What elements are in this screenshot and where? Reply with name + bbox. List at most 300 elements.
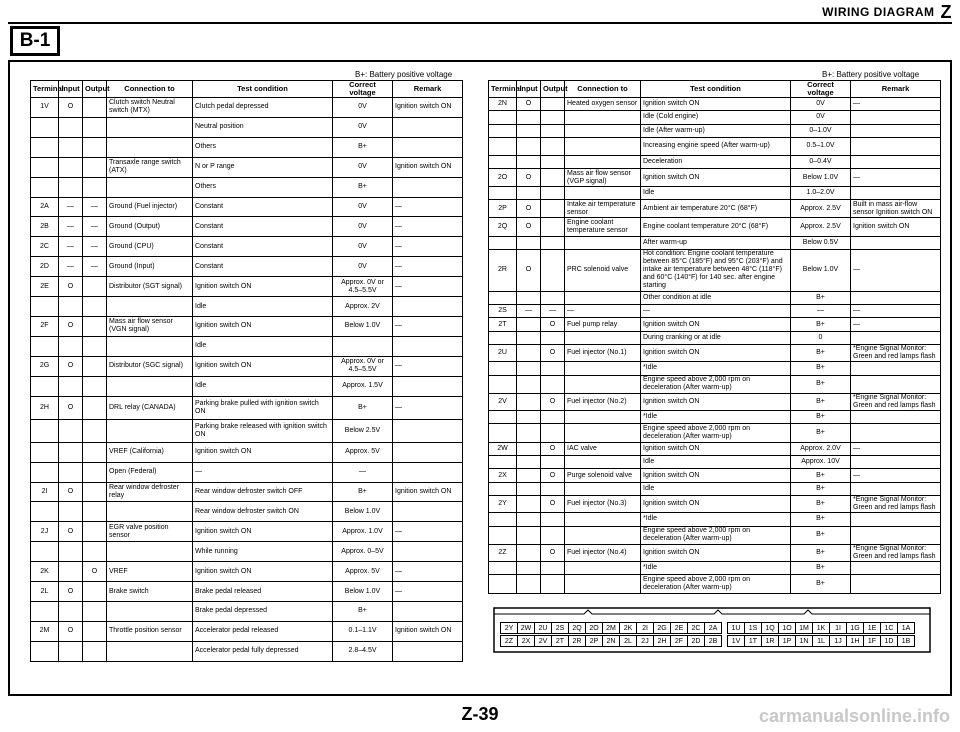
table-row	[489, 98, 941, 111]
table-cell: 2Y	[489, 495, 517, 512]
table-row	[489, 442, 941, 455]
table-cell	[851, 526, 941, 544]
table-cell	[517, 526, 541, 544]
table-cell	[517, 137, 541, 155]
table-cell	[83, 98, 107, 118]
table-cell	[541, 331, 565, 344]
table-cell: O	[59, 356, 83, 376]
table-cell: 2N	[489, 98, 517, 111]
table-row	[489, 344, 941, 361]
table-cell: *Engine Signal Monitor: Green and red lamps flash	[851, 495, 941, 512]
table-cell	[565, 424, 641, 442]
table-cell	[59, 601, 83, 621]
table-cell: Below 1.0V	[333, 582, 393, 602]
table-cell	[851, 513, 941, 526]
section-badge: B-1	[10, 26, 60, 56]
table-cell	[565, 186, 641, 199]
table-row	[31, 177, 463, 197]
table-cell	[59, 117, 83, 137]
connector-pin: 1U	[727, 622, 745, 634]
table-cell: Ignition switch ON	[641, 344, 791, 361]
header-letter: Z	[940, 2, 952, 22]
connector-pin: 1B	[897, 635, 915, 647]
table-cell	[851, 124, 941, 137]
table-cell	[541, 218, 565, 236]
table-cell	[517, 575, 541, 594]
table-cell: EGR valve position sensor	[107, 522, 193, 542]
table-cell	[83, 157, 107, 177]
table-cell	[489, 456, 517, 469]
table-cell: Ignition switch ON	[641, 495, 791, 512]
table-cell: O	[541, 393, 565, 410]
table-cell	[107, 376, 193, 396]
table-cell	[517, 442, 541, 455]
table-cell	[107, 336, 193, 356]
table-row	[489, 469, 941, 482]
table-cell	[541, 562, 565, 575]
connector-bottom-row	[500, 635, 914, 647]
table-cell: O	[541, 469, 565, 482]
table-cell: Rear window defroster relay	[107, 482, 193, 502]
header-rule	[8, 22, 952, 24]
table-cell: 2O	[489, 169, 517, 186]
table-cell: *Idle	[641, 513, 791, 526]
connector-pin: 1G	[846, 622, 864, 634]
connector-pin: 2E	[670, 622, 688, 634]
table-cell: B+	[791, 469, 851, 482]
table-cell: Accelerator pedal fully depressed	[193, 641, 333, 661]
table-cell	[489, 156, 517, 169]
table-cell	[489, 424, 517, 442]
table-cell	[489, 362, 517, 375]
table-cell	[565, 236, 641, 249]
table-cell: 0.1–1.1V	[333, 621, 393, 641]
table-cell: During cranking or at idle	[641, 331, 791, 344]
table-cell: —	[83, 237, 107, 257]
table-cell: O	[59, 621, 83, 641]
table-cell: —	[541, 305, 565, 318]
table-row	[489, 375, 941, 393]
table-cell	[107, 137, 193, 157]
table-cell: B+	[791, 575, 851, 594]
connector-pin: 2T	[551, 635, 569, 647]
table-cell	[31, 502, 59, 522]
table-cell: *Idle	[641, 411, 791, 424]
table-cell	[541, 482, 565, 495]
table-cell: B+	[791, 375, 851, 393]
table-cell: 2F	[31, 316, 59, 336]
table-cell	[541, 456, 565, 469]
column-header: Connection to	[107, 81, 193, 98]
table-row	[489, 411, 941, 424]
table-cell	[489, 526, 517, 544]
table-row	[489, 156, 941, 169]
table-row	[489, 318, 941, 331]
table-cell: B+	[333, 137, 393, 157]
table-cell: Fuel injector (No.3)	[565, 495, 641, 512]
table-row	[31, 562, 463, 582]
table-row	[489, 200, 941, 218]
table-cell	[565, 482, 641, 495]
table-cell	[517, 562, 541, 575]
table-cell	[565, 513, 641, 526]
table-cell: Fuel pump relay	[565, 318, 641, 331]
table-cell	[83, 117, 107, 137]
table-cell	[565, 526, 641, 544]
table-cell: Below 1.0V	[791, 169, 851, 186]
table-cell: 2L	[31, 582, 59, 602]
table-cell	[541, 186, 565, 199]
table-cell: Below 1.0V	[333, 502, 393, 522]
table-cell: Rear window defroster switch ON	[193, 502, 333, 522]
table-cell: Clutch pedal depressed	[193, 98, 333, 118]
column-header: Remark	[393, 81, 463, 98]
table-row	[31, 621, 463, 641]
table-row	[489, 186, 941, 199]
table-cell	[31, 117, 59, 137]
table-cell: Engine coolant temperature sensor	[565, 218, 641, 236]
table-cell: While running	[193, 542, 333, 562]
table-cell	[541, 98, 565, 111]
table-cell: Approx. 0V or 4.5–5.5V	[333, 356, 393, 376]
table-cell: 2E	[31, 277, 59, 297]
table-cell	[517, 411, 541, 424]
table-cell: —	[517, 305, 541, 318]
table-cell: 0V	[333, 157, 393, 177]
table-cell	[59, 641, 83, 661]
table-cell	[31, 376, 59, 396]
table-cell	[83, 177, 107, 197]
connector-pin: 1D	[880, 635, 898, 647]
table-cell	[83, 601, 107, 621]
table-cell	[517, 111, 541, 124]
table-cell: Fuel injector (No.4)	[565, 544, 641, 561]
table-cell: Constant	[193, 257, 333, 277]
table-cell	[393, 117, 463, 137]
table-cell	[59, 419, 83, 442]
table-cell	[851, 156, 941, 169]
table-cell: Ignition switch ON	[193, 522, 333, 542]
connector-pin: 1C	[880, 622, 898, 634]
table-row	[489, 456, 941, 469]
table-cell: —	[59, 237, 83, 257]
table-cell: 0–1.0V	[791, 124, 851, 137]
table-cell: Engine speed above 2,000 rpm on deceleration (After warm-up)	[641, 424, 791, 442]
table-cell: Hot condition: Engine coolant temperature between 85°C (185°F) and 95°C (203°F) and intake air temperature between 48°C (118°F) and 60°C (140°F) for 140 sec. after engine starting	[641, 250, 791, 292]
table-cell	[83, 277, 107, 297]
table-cell: —	[193, 462, 333, 482]
table-cell	[393, 336, 463, 356]
table-cell: Open (Federal)	[107, 462, 193, 482]
table-cell: —	[851, 98, 941, 111]
connector-pin: 1H	[846, 635, 864, 647]
table-cell: Parking brake released with ignition switch ON	[193, 419, 333, 442]
header-title: WIRING DIAGRAM	[822, 5, 935, 19]
table-cell: 2H	[31, 396, 59, 419]
watermark: carmanualsonline.info	[758, 706, 950, 726]
table-cell	[107, 117, 193, 137]
table-cell: —	[59, 197, 83, 217]
table-cell	[517, 456, 541, 469]
table-cell	[541, 291, 565, 304]
table-cell: Approx. 1.5V	[333, 376, 393, 396]
connector-pin: 1O	[778, 622, 796, 634]
table-row	[31, 257, 463, 277]
table-cell: Deceleration	[641, 156, 791, 169]
table-row	[31, 419, 463, 442]
table-cell: 0V	[791, 98, 851, 111]
table-cell: O	[541, 442, 565, 455]
table-cell: Approx. 10V	[791, 456, 851, 469]
table-cell: —	[393, 257, 463, 277]
connector-pin: 2B	[704, 635, 722, 647]
table-row	[489, 544, 941, 561]
table-cell: Fuel injector (No.2)	[565, 393, 641, 410]
table-row	[489, 513, 941, 526]
table-cell: —	[393, 356, 463, 376]
table-cell	[541, 124, 565, 137]
table-cell	[489, 482, 517, 495]
table-row	[31, 442, 463, 462]
table-cell: Brake pedal depressed	[193, 601, 333, 621]
table-cell	[517, 291, 541, 304]
table-cell: 2J	[31, 522, 59, 542]
table-cell	[59, 157, 83, 177]
table-cell	[517, 331, 541, 344]
column-header: Output	[541, 81, 565, 98]
table-cell	[851, 424, 941, 442]
table-cell	[565, 111, 641, 124]
table-cell	[393, 502, 463, 522]
table-row	[31, 316, 463, 336]
table-cell: 0V	[333, 217, 393, 237]
table-row	[31, 137, 463, 157]
connector-pin: 2G	[653, 622, 671, 634]
table-cell	[393, 177, 463, 197]
table-cell	[83, 641, 107, 661]
table-cell: 0	[791, 331, 851, 344]
table-cell: B+	[333, 482, 393, 502]
table-cell	[565, 124, 641, 137]
table-cell	[517, 482, 541, 495]
table-cell	[393, 601, 463, 621]
table-cell: B+	[791, 362, 851, 375]
table-cell	[565, 456, 641, 469]
table-cell: 2C	[31, 237, 59, 257]
table-cell: Engine coolant temperature 20°C (68°F)	[641, 218, 791, 236]
table-cell: Parking brake pulled with ignition switch ON	[193, 396, 333, 419]
table-cell	[541, 513, 565, 526]
table-cell	[83, 419, 107, 442]
table-cell: Idle (After warm-up)	[641, 124, 791, 137]
table-cell	[59, 442, 83, 462]
table-cell: —	[393, 217, 463, 237]
table-cell	[59, 562, 83, 582]
table-cell: Heated oxygen sensor	[565, 98, 641, 111]
table-cell: *Idle	[641, 362, 791, 375]
connector-pin: 2Q	[568, 622, 586, 634]
table-cell: Ignition switch ON	[641, 98, 791, 111]
table-cell	[83, 376, 107, 396]
table-cell	[851, 456, 941, 469]
table-row	[489, 169, 941, 186]
table-cell: Ignition switch ON	[193, 316, 333, 336]
table-cell	[393, 376, 463, 396]
column-header: Output	[83, 81, 107, 98]
connector-pin: 1T	[744, 635, 762, 647]
table-cell: O	[83, 562, 107, 582]
table-cell	[83, 316, 107, 336]
table-cell	[517, 344, 541, 361]
connector-pin: 2M	[602, 622, 620, 634]
table-row	[31, 356, 463, 376]
page-number: Z-39	[461, 704, 499, 724]
table-cell: Neutral position	[193, 117, 333, 137]
table-row	[31, 482, 463, 502]
table-cell: Throttle position sensor	[107, 621, 193, 641]
table-row	[31, 98, 463, 118]
table-cell: 0V	[333, 257, 393, 277]
connector-pin: 2W	[517, 622, 535, 634]
table-cell	[83, 336, 107, 356]
table-cell: O	[59, 582, 83, 602]
connector-pin: 1E	[863, 622, 881, 634]
table-row	[489, 393, 941, 410]
table-cell	[83, 621, 107, 641]
table-cell	[565, 331, 641, 344]
table-cell: Idle	[193, 376, 333, 396]
table-cell: Below 1.0V	[333, 316, 393, 336]
table-cell	[59, 137, 83, 157]
table-cell: Ambient air temperature 20°C (68°F)	[641, 200, 791, 218]
table-cell	[59, 462, 83, 482]
table-cell: Others	[193, 137, 333, 157]
connector-pin: 2F	[670, 635, 688, 647]
table-cell	[31, 641, 59, 661]
table-cell: —	[851, 469, 941, 482]
column-header: Input	[517, 81, 541, 98]
table-cell	[851, 375, 941, 393]
table-cell: —	[333, 462, 393, 482]
table-cell: Approx. 2.0V	[791, 442, 851, 455]
table-cell	[851, 331, 941, 344]
connector-pin: 2H	[653, 635, 671, 647]
table-cell: Ground (Fuel injector)	[107, 197, 193, 217]
table-cell: Purge solenoid valve	[565, 469, 641, 482]
table-cell: Ignition switch ON	[641, 169, 791, 186]
table-cell: O	[59, 98, 83, 118]
table-cell: Accelerator pedal released	[193, 621, 333, 641]
table-row	[31, 117, 463, 137]
table-cell: —	[59, 217, 83, 237]
table-cell: 2I	[31, 482, 59, 502]
table-cell	[83, 482, 107, 502]
connector-pin: 2Y	[500, 622, 518, 634]
table-cell: O	[517, 200, 541, 218]
table-cell: Ground (Output)	[107, 217, 193, 237]
table-cell: 2Z	[489, 544, 517, 561]
table-cell: 2M	[31, 621, 59, 641]
table-cell: Approx. 5V	[333, 562, 393, 582]
table-row	[489, 291, 941, 304]
table-cell	[31, 177, 59, 197]
table-cell: Increasing engine speed (After warm-up)	[641, 137, 791, 155]
table-cell: Approx. 0–5V	[333, 542, 393, 562]
table-cell: O	[517, 98, 541, 111]
connector-pin: 2N	[602, 635, 620, 647]
table-cell	[393, 542, 463, 562]
connector-pin: 2S	[551, 622, 569, 634]
table-cell: *Engine Signal Monitor: Green and red lamps flash	[851, 344, 941, 361]
table-row	[489, 526, 941, 544]
table-cell: 2X	[489, 469, 517, 482]
table-cell: —	[791, 305, 851, 318]
table-cell	[83, 522, 107, 542]
table-cell	[517, 362, 541, 375]
table-cell	[489, 331, 517, 344]
table-cell: O	[59, 522, 83, 542]
table-cell	[565, 411, 641, 424]
table-cell: 2W	[489, 442, 517, 455]
table-cell	[541, 526, 565, 544]
table-cell	[489, 291, 517, 304]
table-cell	[565, 156, 641, 169]
left-table-header	[31, 81, 463, 98]
table-cell: 2Q	[489, 218, 517, 236]
table-cell	[851, 111, 941, 124]
table-cell: Ignition switch ON	[851, 218, 941, 236]
table-cell: Idle (Cold engine)	[641, 111, 791, 124]
column-header: Terminal	[31, 81, 59, 98]
table-cell: B+	[791, 562, 851, 575]
table-cell: —	[393, 396, 463, 419]
connector-pin: 1F	[863, 635, 881, 647]
table-cell: Ignition switch ON	[193, 356, 333, 376]
connector-top-row	[500, 622, 914, 634]
table-row	[489, 305, 941, 318]
table-cell: B+	[791, 482, 851, 495]
column-header: Test condition	[641, 81, 791, 98]
table-cell	[83, 396, 107, 419]
table-cell	[517, 424, 541, 442]
table-cell: O	[541, 495, 565, 512]
table-cell	[31, 462, 59, 482]
table-cell	[31, 442, 59, 462]
table-cell: IAC valve	[565, 442, 641, 455]
connector-pin: 2U	[534, 622, 552, 634]
table-cell	[489, 375, 517, 393]
column-header: Remark	[851, 81, 941, 98]
table-row	[489, 331, 941, 344]
table-cell: —	[393, 197, 463, 217]
table-cell	[83, 462, 107, 482]
table-cell: 0V	[333, 98, 393, 118]
table-cell: Ground (CPU)	[107, 237, 193, 257]
table-cell: B+	[333, 601, 393, 621]
table-cell	[31, 419, 59, 442]
table-cell: Ignition switch ON	[393, 482, 463, 502]
table-row	[31, 542, 463, 562]
table-cell	[565, 291, 641, 304]
column-header: Connection to	[565, 81, 641, 98]
table-cell	[517, 495, 541, 512]
connector-pin: 2L	[619, 635, 637, 647]
table-cell: 2S	[489, 305, 517, 318]
table-cell: Approx. 5V	[333, 442, 393, 462]
table-cell: 2U	[489, 344, 517, 361]
table-cell: *Engine Signal Monitor: Green and red lamps flash	[851, 544, 941, 561]
table-row	[31, 197, 463, 217]
